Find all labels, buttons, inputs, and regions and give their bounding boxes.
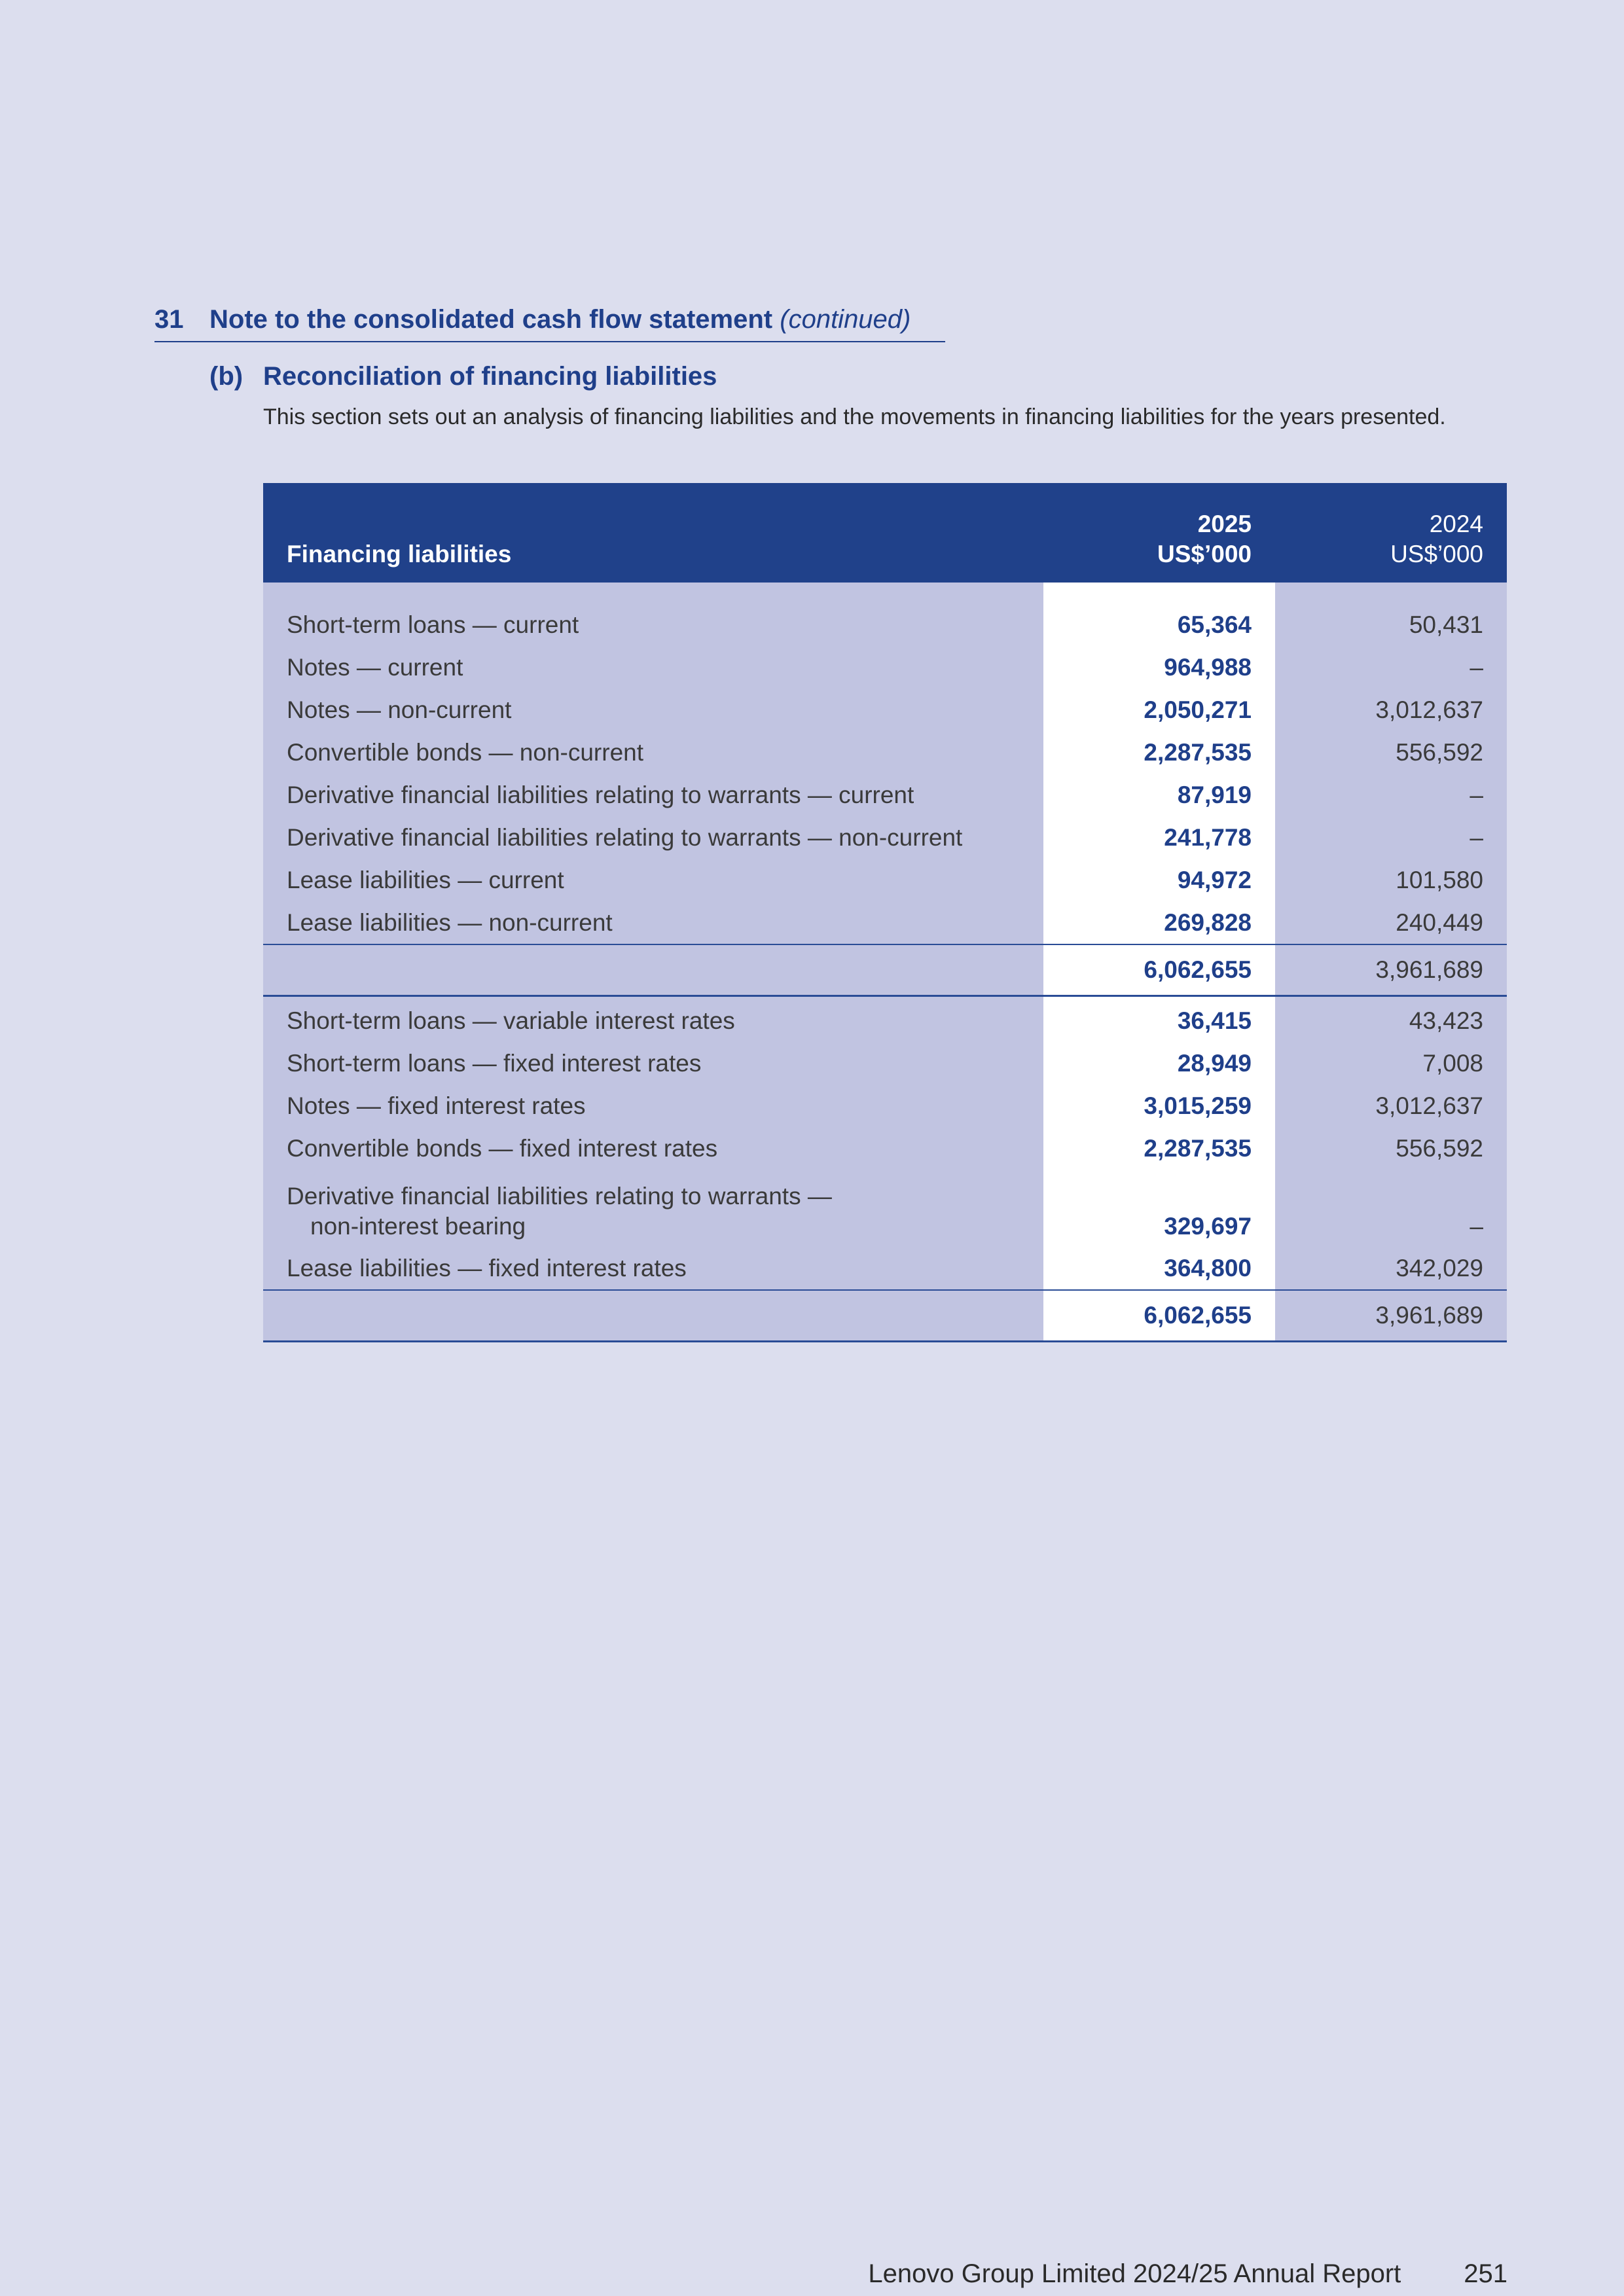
row-value-2025: 65,364: [1043, 603, 1275, 646]
row-label: Short-term loans — current: [263, 603, 1043, 646]
financing-liabilities-table: [263, 483, 1507, 1342]
row-value-2025: 94,972: [1043, 859, 1275, 901]
row-label: Short-term loans — variable interest rates: [263, 996, 1043, 1043]
row-value-2025: 964,988: [1043, 646, 1275, 689]
row-value-2024: 3,012,637: [1275, 1085, 1507, 1127]
footer-text: Lenovo Group Limited 2024/25 Annual Report: [868, 2259, 1401, 2288]
row-label: Derivative financial liabilities relating to warrants — current: [263, 774, 1043, 816]
row-value-2025: 2,287,535: [1043, 1127, 1275, 1170]
table-row: [263, 859, 1507, 901]
table-row: [263, 646, 1507, 689]
row-value-2024: 101,580: [1275, 859, 1507, 901]
table-row: [263, 689, 1507, 731]
row-value-2025: 329,697: [1043, 1170, 1275, 1247]
row-value-2025: 2,287,535: [1043, 731, 1275, 774]
table-header-row: [263, 483, 1507, 583]
row-label: Notes — fixed interest rates: [263, 1085, 1043, 1127]
table-row: [263, 1247, 1507, 1290]
subsection-heading: [209, 362, 717, 391]
section-heading: [154, 305, 945, 342]
header-2024-year: 2024: [1429, 511, 1483, 537]
row-value-2025: 36,415: [1043, 996, 1275, 1043]
row-label: Notes — non-current: [263, 689, 1043, 731]
row-value-2024: 342,029: [1275, 1247, 1507, 1290]
table-row: [263, 816, 1507, 859]
intro-paragraph: This section sets out an analysis of financing liabilities and the movements in financing liabilities for the years presented.: [263, 404, 1446, 429]
table-row: [263, 1170, 1507, 1247]
row-label: Derivative financial liabilities relating to warrants — non-current: [263, 816, 1043, 859]
row-value-2025: 364,800: [1043, 1247, 1275, 1290]
row-value-2024: –: [1275, 1170, 1507, 1247]
total-value-2024: 3,961,689: [1275, 1290, 1507, 1342]
section-continued: (continued): [780, 305, 911, 334]
row-label-line2: non-interest bearing: [310, 1213, 526, 1240]
row-label: Convertible bonds — fixed interest rates: [263, 1127, 1043, 1170]
row-value-2024: 3,012,637: [1275, 689, 1507, 731]
total-row: [263, 1290, 1507, 1342]
row-label: Lease liabilities — fixed interest rates: [263, 1247, 1043, 1290]
row-value-2025: 87,919: [1043, 774, 1275, 816]
row-value-2024: –: [1275, 816, 1507, 859]
row-value-2025: 3,015,259: [1043, 1085, 1275, 1127]
table-row: [263, 901, 1507, 944]
row-label: Convertible bonds — non-current: [263, 731, 1043, 774]
page-number: 251: [1464, 2259, 1507, 2288]
table-row: [263, 1085, 1507, 1127]
table-row: [263, 774, 1507, 816]
total-value-2025: 6,062,655: [1043, 1290, 1275, 1342]
page-footer: [868, 2259, 1507, 2289]
row-value-2024: 240,449: [1275, 901, 1507, 944]
header-2025: [1043, 483, 1275, 583]
total-value-2024: 3,961,689: [1275, 944, 1507, 996]
row-value-2025: 269,828: [1043, 901, 1275, 944]
subsection-title: Reconciliation of financing liabilities: [263, 362, 717, 391]
total-row: [263, 944, 1507, 996]
table-row: [263, 1042, 1507, 1085]
header-2024-unit: US$’000: [1390, 541, 1483, 567]
row-value-2025: 28,949: [1043, 1042, 1275, 1085]
row-value-2024: 556,592: [1275, 1127, 1507, 1170]
total-value-2025: 6,062,655: [1043, 944, 1275, 996]
subsection-letter: (b): [209, 362, 244, 391]
row-value-2025: 2,050,271: [1043, 689, 1275, 731]
row-value-2024: 556,592: [1275, 731, 1507, 774]
row-label: [263, 1170, 1043, 1247]
table-row: [263, 603, 1507, 646]
row-value-2024: 7,008: [1275, 1042, 1507, 1085]
row-label-line1: Derivative financial liabilities relating to warrants —: [287, 1183, 832, 1210]
row-value-2024: –: [1275, 646, 1507, 689]
row-value-2024: 43,423: [1275, 996, 1507, 1043]
section-number: 31: [154, 305, 184, 334]
row-label: Short-term loans — fixed interest rates: [263, 1042, 1043, 1085]
table-row: [263, 731, 1507, 774]
spacer-row: [263, 583, 1507, 603]
row-value-2025: 241,778: [1043, 816, 1275, 859]
header-label: Financing liabilities: [263, 483, 1043, 583]
row-label: Lease liabilities — current: [263, 859, 1043, 901]
row-label: Notes — current: [263, 646, 1043, 689]
section-title: Note to the consolidated cash flow statement: [209, 305, 773, 334]
header-2025-year: 2025: [1197, 511, 1252, 537]
table-row: [263, 1127, 1507, 1170]
header-2024: [1275, 483, 1507, 583]
row-value-2024: –: [1275, 774, 1507, 816]
table-row: [263, 996, 1507, 1043]
header-2025-unit: US$’000: [1157, 541, 1252, 567]
row-label: Lease liabilities — non-current: [263, 901, 1043, 944]
row-value-2024: 50,431: [1275, 603, 1507, 646]
